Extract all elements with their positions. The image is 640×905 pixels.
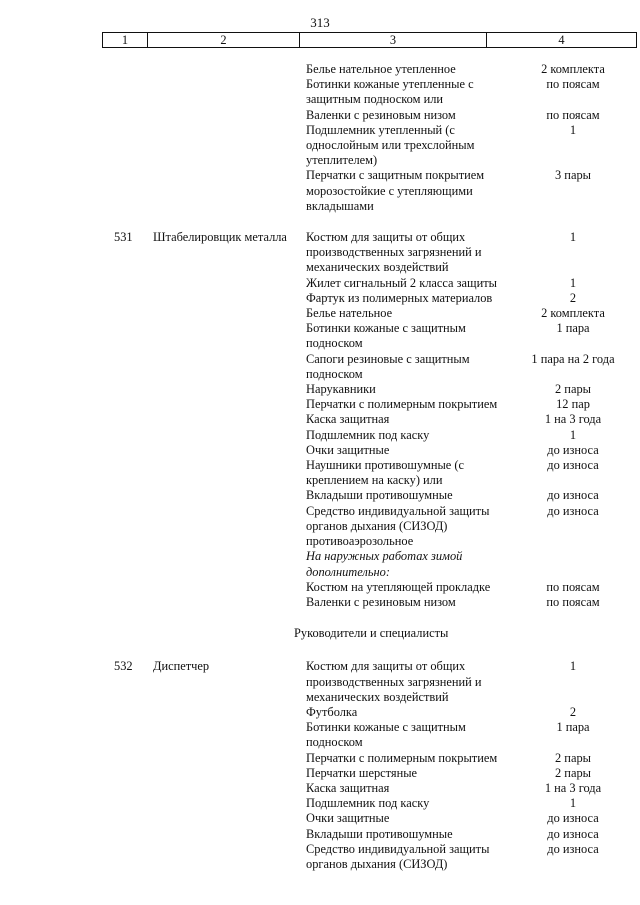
- ppe-item-quantity: 2 комплекта: [541, 62, 605, 76]
- ppe-item: [306, 77, 640, 107]
- profession-group: [0, 230, 640, 610]
- column-header-4: 4: [487, 33, 637, 48]
- ppe-item-quantity: до износа: [547, 811, 599, 826]
- ppe-item-quantity: 1 на 3 года: [544, 780, 602, 795]
- ppe-item-name: Белье нательное утепленное: [306, 62, 456, 76]
- ppe-item-quantity: по поясам: [546, 594, 600, 609]
- page-number: 313: [310, 15, 330, 30]
- ppe-item-name: Белье нательное: [306, 306, 393, 321]
- ppe-item-name: Ботинки кожаные с защитным подноском: [306, 321, 466, 351]
- section-heading: Руководители и специалисты: [294, 626, 449, 641]
- ppe-item-quantity: 12 пар: [556, 397, 590, 412]
- ppe-item-name: Перчатки с защитным покрытием морозостойкие с утепляющими вкладышами: [306, 168, 485, 213]
- ppe-item-quantity: по поясам: [546, 77, 600, 92]
- column-header-table: [102, 32, 637, 48]
- ppe-item: [306, 488, 640, 503]
- column-header-1: 1: [103, 33, 148, 48]
- ppe-item-quantity: 1 на 3 года: [544, 412, 602, 427]
- ppe-item-quantity: 1: [569, 659, 577, 674]
- column-header-2: 2: [148, 33, 300, 48]
- ppe-item-name: Ботинки кожаные утепленные с защитным подноском или: [306, 77, 474, 107]
- ppe-item-quantity: по поясам: [546, 107, 600, 122]
- ppe-item: [306, 428, 640, 443]
- ppe-item: [306, 108, 640, 123]
- ppe-list: [306, 230, 640, 610]
- ppe-item: [306, 352, 640, 382]
- ppe-item: [306, 751, 640, 766]
- ppe-item-quantity: 2: [569, 704, 577, 719]
- ppe-item-name: Валенки с резиновым низом: [306, 107, 456, 122]
- ppe-item-quantity: по поясам: [546, 579, 600, 594]
- ppe-item-quantity: [506, 549, 640, 579]
- profession-group: [0, 659, 640, 872]
- ppe-item-name: Ботинки кожаные с защитным подноском: [306, 720, 466, 750]
- ppe-item-name: Нарукавники: [306, 382, 376, 397]
- profession-group: [0, 62, 640, 214]
- ppe-item: [306, 458, 640, 488]
- ppe-item-quantity: 2 пары: [555, 750, 591, 765]
- ppe-item-quantity: 1: [569, 275, 577, 290]
- ppe-item: [306, 705, 640, 720]
- ppe-item-name: Очки защитные: [306, 811, 390, 826]
- ppe-item-name: Перчатки с полимерным покрытием: [306, 750, 498, 765]
- ppe-item: [306, 796, 640, 811]
- ppe-item-name: Наушники противошумные (с креплением на каску) или: [306, 458, 465, 488]
- document-body: [0, 62, 640, 872]
- ppe-item: [306, 168, 640, 214]
- ppe-list: [306, 62, 640, 214]
- ppe-item: [306, 443, 640, 458]
- ppe-item: [306, 230, 640, 276]
- ppe-item: [306, 766, 640, 781]
- ppe-item-quantity: до износа: [547, 841, 599, 856]
- ppe-item: [306, 811, 640, 826]
- ppe-item-quantity: 2 пары: [555, 382, 591, 397]
- ppe-item-name: Каска защитная: [306, 780, 390, 795]
- ppe-item: [306, 382, 640, 397]
- ppe-item-quantity: 1: [569, 122, 577, 137]
- ppe-item: [306, 321, 640, 351]
- ppe-item-name: Подшлемник под каску: [306, 796, 430, 811]
- ppe-item-name: Сапоги резиновые с защитным подноском: [306, 351, 470, 381]
- ppe-item: [306, 659, 640, 705]
- ppe-item-name: Костюм для защиты от общих производственных загрязнений и механических воздействий: [306, 230, 482, 275]
- ppe-item-name: На наружных работах зимой дополнительно:: [306, 549, 463, 579]
- profession-name: Диспетчер: [153, 659, 210, 674]
- profession-name: Штабелировщик металла: [153, 230, 287, 245]
- ppe-item-quantity: 2: [569, 290, 577, 305]
- ppe-item: [306, 276, 640, 291]
- ppe-item-quantity: 1: [569, 427, 577, 442]
- ppe-list: [306, 659, 640, 872]
- ppe-item-name: Средство индивидуальной защиты органов дыхания (СИЗОД): [306, 841, 490, 871]
- ppe-item-quantity: до износа: [547, 503, 599, 518]
- ppe-item-name: Костюм на утепляющей прокладке: [306, 579, 491, 594]
- ppe-item-quantity: до износа: [547, 488, 599, 503]
- ppe-item-quantity: 2 пары: [555, 765, 591, 780]
- ppe-item-name: Футболка: [306, 704, 358, 719]
- ppe-item-name: Валенки с резиновым низом: [306, 594, 456, 609]
- ppe-item: [306, 595, 640, 610]
- ppe-item-quantity: 1 пара на 2 года: [531, 351, 615, 366]
- ppe-item: [306, 580, 640, 595]
- ppe-item: [306, 62, 640, 77]
- ppe-item: [306, 827, 640, 842]
- ppe-item-name: Костюм для защиты от общих производственных загрязнений и механических воздействий: [306, 659, 482, 704]
- row-number: 532: [114, 659, 133, 674]
- ppe-item: [306, 412, 640, 427]
- ppe-item: [306, 123, 640, 169]
- ppe-item: [306, 397, 640, 412]
- ppe-item-quantity: 1: [569, 796, 577, 811]
- ppe-item-name: Средство индивидуальной защиты органов дыхания (СИЗОД) противоаэрозольное: [306, 503, 490, 549]
- ppe-item-quantity: до износа: [547, 442, 599, 457]
- ppe-item-name: Очки защитные: [306, 442, 390, 457]
- ppe-item-name: Перчатки с полимерным покрытием: [306, 397, 498, 412]
- column-header-3: 3: [300, 33, 487, 48]
- ppe-item-name: Каска защитная: [306, 412, 390, 427]
- ppe-item: [306, 504, 640, 550]
- ppe-item-quantity: 1 пара: [556, 321, 590, 336]
- ppe-item: [306, 842, 640, 872]
- ppe-item-quantity: 1 пара: [556, 720, 590, 735]
- ppe-item-name: Подшлемник утепленный (с однослойным или трехслойным утеплителем): [306, 122, 475, 168]
- ppe-item-name: Жилет сигнальный 2 класса защиты: [306, 275, 497, 290]
- ppe-item: [306, 720, 640, 750]
- ppe-item-quantity: до износа: [547, 458, 599, 473]
- row-number: 531: [114, 230, 133, 245]
- ppe-item-name: Вкладыши противошумные: [306, 826, 453, 841]
- ppe-item-name: Перчатки шерстяные: [306, 765, 418, 780]
- ppe-item-name: Фартук из полимерных материалов: [306, 290, 493, 305]
- ppe-item: [306, 306, 640, 321]
- ppe-item-quantity: 2 комплекта: [541, 306, 605, 321]
- ppe-item-quantity: 1: [569, 230, 577, 245]
- ppe-item-quantity: 3 пары: [555, 168, 591, 183]
- ppe-item: [306, 291, 640, 306]
- ppe-item-name: Вкладыши противошумные: [306, 488, 453, 503]
- ppe-item: [306, 549, 640, 579]
- ppe-item-quantity: до износа: [547, 826, 599, 841]
- ppe-item: [306, 781, 640, 796]
- ppe-item-name: Подшлемник под каску: [306, 427, 430, 442]
